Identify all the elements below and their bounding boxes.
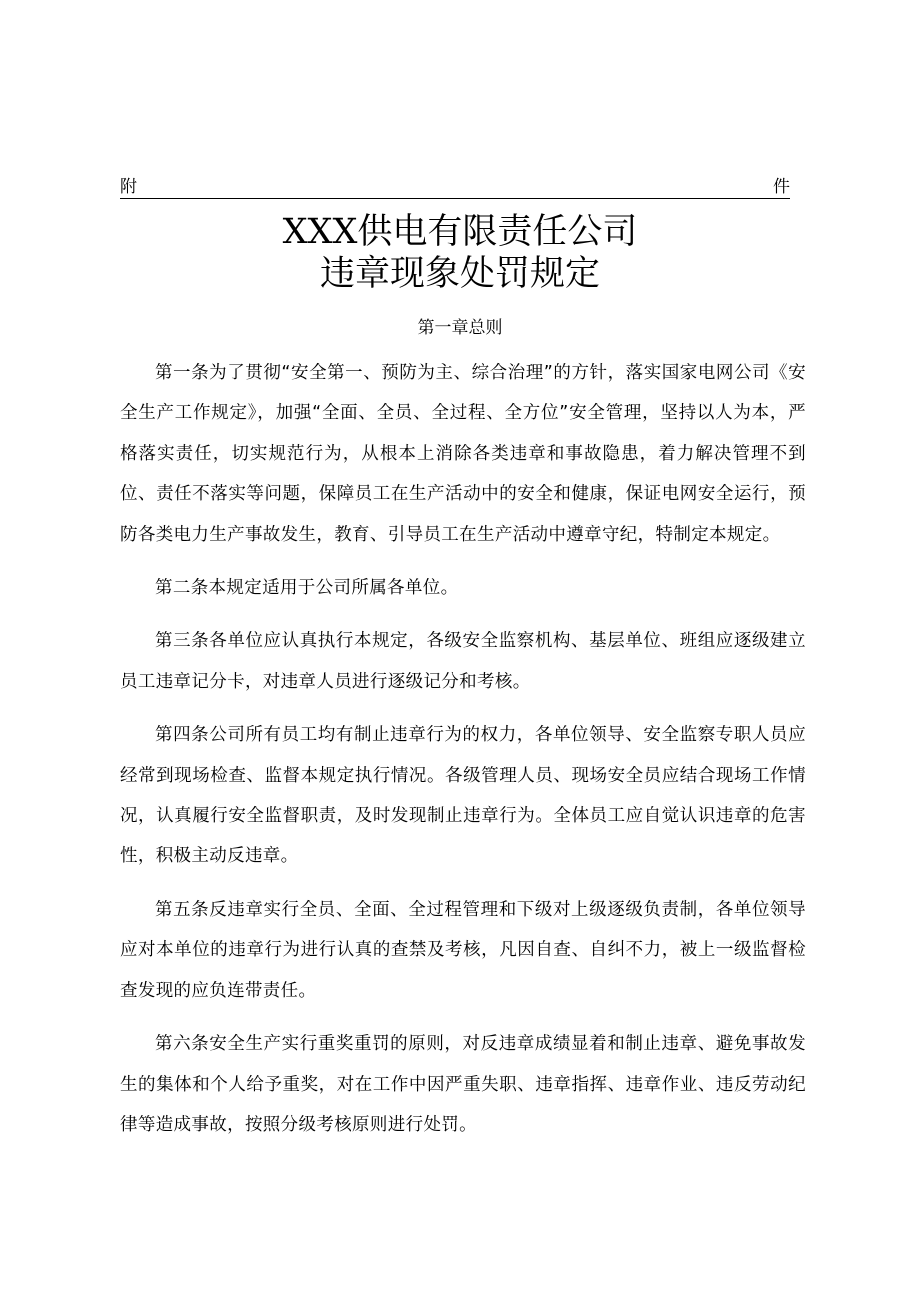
article-3: 第三条各单位应认真执行本规定，各级安全监察机构、基层单位、班组应逐级建立员工违章记分卡，对违章人员进行逐级记分和考核。 (120, 631, 806, 692)
attachment-label-right: 件 (773, 177, 790, 197)
attachment-header (120, 176, 790, 199)
article-6: 第六条安全生产实行重奖重罚的原则，对反违章成绩显着和制止违章、避免事故发生的集体和个人给予重奖，对在工作中因严重失职、违章指挥、违章作业、违反劳动纪律等造成事故，按照分级考核原则进行处罚。 (120, 1034, 806, 1135)
attachment-label-left: 附 (120, 177, 137, 197)
article-5: 第五条反违章实行全员、全面、全过程管理和下级对上级逐级负责制，各单位领导应对本单位的违章行为进行认真的查禁及考核，凡因自查、自纠不力，被上一级监督检查发现的应负连带责任。 (120, 899, 806, 1001)
document-body (120, 353, 806, 1158)
chapter-heading: 第一章总则 (417, 318, 503, 338)
article-4: 第四条公司所有员工均有制止违章行为的权力，各单位领导、安全监察专职人员应经常到现场检查、监督本规定执行情况。各级管理人员、现场安全员应结合现场工作情况，认真履行安全监督职责，及时发现制止违章行为。全体员工应自觉认识违章的危害性，积极主动反违章。 (120, 725, 806, 867)
document-title-regulation: 违章现象处罚规定 (319, 254, 600, 294)
article-1: 第一条为了贯彻“安全第一、预防为主、综合治理”的方针，落实国家电网公司《安全生产工作规定》，加强“全面、全员、全过程、全方位”安全管理，坚持以人为本，严格落实责任，切实规范行为，从根本上消除各类违章和事故隐患，着力解决管理不到位、责任不落实等问题，保障员工在生产活动中的安全和健康，保证电网安全运行，预防各类电力生产事故发生，教育、引导员工在生产活动中遵章守纪，特制定本规定。 (120, 363, 806, 545)
article-2: 第二条本规定适用于公司所属各单位。 (155, 578, 459, 599)
document-title-company: XXX供电有限责任公司 (282, 212, 638, 252)
